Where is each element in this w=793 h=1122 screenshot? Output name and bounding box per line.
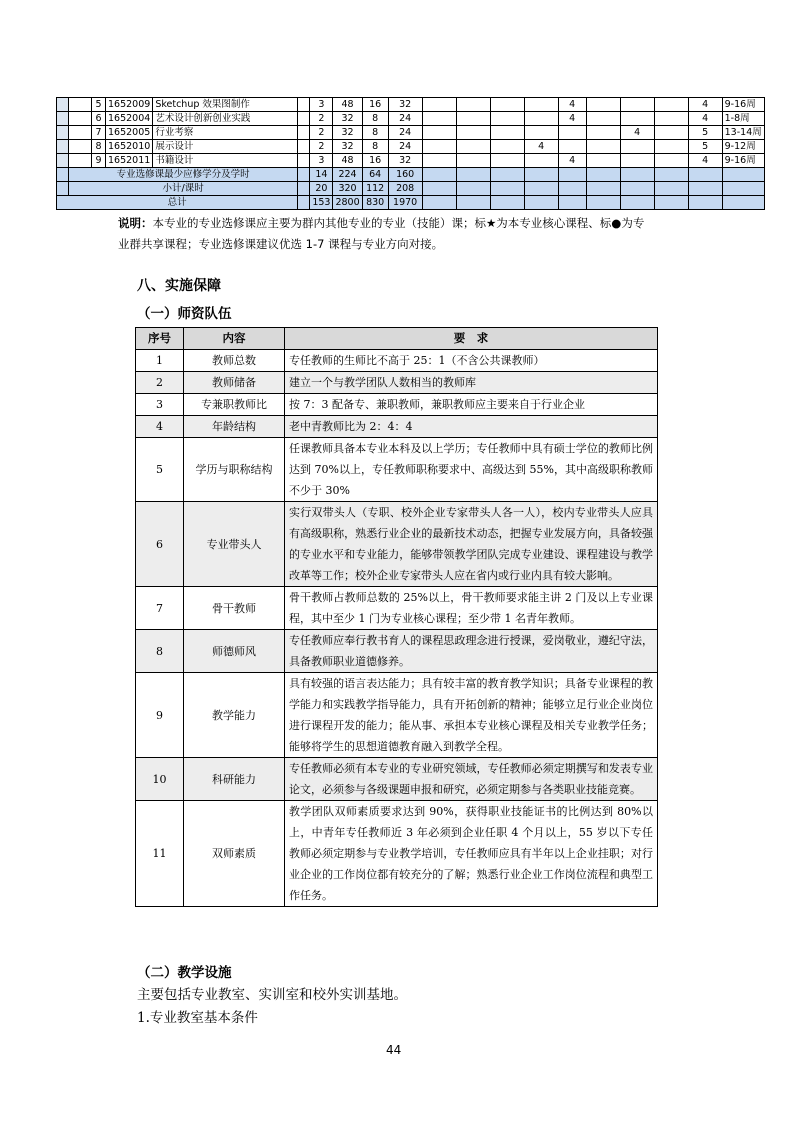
semester-cell: [654, 140, 688, 154]
row-number: 6: [136, 502, 184, 587]
section-title: 八、实施保障: [137, 278, 221, 294]
course-weeks: 9-16周: [722, 154, 764, 168]
course-credit: 3: [310, 98, 333, 112]
teacher-table-row: [136, 673, 658, 758]
semester-cell: [620, 154, 654, 168]
course-practice: 24: [388, 126, 422, 140]
course-row: [57, 112, 765, 126]
course-practice: 32: [388, 98, 422, 112]
indent-cell: [57, 98, 69, 112]
course-code: 1652011: [106, 154, 153, 168]
total-row: [57, 196, 765, 210]
note-line-1: 本专业的专业选修课应主要为群内其他专业的专业（技能）课；标★为本专业核心课程、标●为专: [152, 216, 645, 230]
semester-cell: [654, 154, 688, 168]
classroom-conditions-heading: 1.专业教室基本条件: [137, 1010, 258, 1026]
teacher-table-row: [136, 372, 658, 394]
summary-practice: 208: [388, 182, 422, 196]
semester-cell: 4: [688, 154, 722, 168]
blank-cell: [654, 196, 688, 210]
semester-cell: [654, 112, 688, 126]
indent-cell: [57, 168, 69, 182]
blank-cell: [722, 168, 764, 182]
semester-cell: [524, 126, 558, 140]
course-code: 1652005: [106, 126, 153, 140]
header-no: 序号: [136, 328, 184, 350]
blank-cell: [586, 182, 620, 196]
blank-cell: [422, 168, 456, 182]
semester-cell: [422, 112, 456, 126]
indent-cell: [57, 140, 69, 154]
row-item: 年龄结构: [184, 416, 285, 438]
course-credit: 2: [310, 140, 333, 154]
row-number: 7: [136, 587, 184, 630]
course-credit: 3: [310, 154, 333, 168]
semester-cell: [490, 126, 524, 140]
teacher-table-row: [136, 438, 658, 502]
semester-cell: [654, 98, 688, 112]
course-practice: 24: [388, 112, 422, 126]
teacher-table-row: [136, 394, 658, 416]
row-requirement: 老中青教师比为 2：4：4: [285, 416, 658, 438]
semester-cell: [422, 154, 456, 168]
semester-cell: [586, 112, 620, 126]
blank-cell: [524, 182, 558, 196]
indent-cell: [69, 140, 92, 154]
semester-cell: [490, 154, 524, 168]
course-row: [57, 154, 765, 168]
subtotal-row: [57, 182, 765, 196]
semester-cell: [456, 98, 490, 112]
row-number: 5: [136, 438, 184, 502]
row-number: 10: [136, 758, 184, 801]
row-number: 11: [136, 801, 184, 907]
course-name: 展示设计: [153, 140, 298, 154]
row-requirement: 具有较强的语言表达能力；具有较丰富的教育教学知识；具备专业课程的教学能力和实践教学指导能力，具有开拓创新的精神；能够立足行业企业岗位进行课程开发的能力；能从事、承担本专业核心课程及相关专业教学任务；能够将学生的思想道德教育融入到教学全程。: [285, 673, 658, 758]
course-row: [57, 140, 765, 154]
summary-hours: 224: [333, 168, 362, 182]
semester-cell: [490, 98, 524, 112]
summary-theory: 64: [362, 168, 388, 182]
row-requirement: 专任教师的生师比不高于 25：1（不含公共课教师）: [285, 350, 658, 372]
indent-cell: [57, 126, 69, 140]
course-credit: 2: [310, 126, 333, 140]
blank-cell: [722, 182, 764, 196]
teacher-table-row: [136, 801, 658, 907]
row-item: 专兼职教师比: [184, 394, 285, 416]
row-requirement: 实行双带头人（专职、校外企业专家带头人各一人），校内专业带头人应具有高级职称，熟悉行业企业的最新技术动态，把握专业发展方向，具备较强的专业水平和专业能力，能够带领教学团队完成专业建设、课程建设与教学改革等工作；校外企业专家带头人应在省内或行业内具有较大影响。: [285, 502, 658, 587]
teacher-table-row: [136, 502, 658, 587]
blank-cell: [298, 98, 310, 112]
blank-cell: [298, 126, 310, 140]
course-weeks: 13-14周: [722, 126, 764, 140]
row-item: 科研能力: [184, 758, 285, 801]
semester-cell: [456, 112, 490, 126]
blank-cell: [558, 196, 586, 210]
semester-cell: [586, 154, 620, 168]
semester-cell: [620, 98, 654, 112]
indent-cell: [57, 154, 69, 168]
blank-cell: [558, 168, 586, 182]
course-name: 书籍设计: [153, 154, 298, 168]
course-no: 7: [92, 126, 106, 140]
indent-cell: [69, 154, 92, 168]
semester-cell: [422, 126, 456, 140]
course-hours: 32: [333, 126, 362, 140]
semester-cell: [422, 98, 456, 112]
note-label: 说明：: [118, 216, 153, 230]
row-number: 4: [136, 416, 184, 438]
teacher-table-row: [136, 416, 658, 438]
row-number: 1: [136, 350, 184, 372]
course-weeks: 9-16周: [722, 98, 764, 112]
blank-cell: [620, 196, 654, 210]
summary-label: 总计: [57, 196, 298, 210]
row-requirement: 专任教师必须有本专业的专业研究领域，专任教师必须定期撰写和发表专业论文，必须参与各级课题申报和研究，必须定期参与各类职业技能竞赛。: [285, 758, 658, 801]
row-item: 学历与职称结构: [184, 438, 285, 502]
row-item: 骨干教师: [184, 587, 285, 630]
semester-cell: [456, 126, 490, 140]
blank-cell: [654, 168, 688, 182]
header-item: 内容: [184, 328, 285, 350]
semester-cell: [586, 126, 620, 140]
semester-cell: [490, 112, 524, 126]
row-requirement: 任课教师具备本专业本科及以上学历；专任教师中具有硕士学位的教师比例达到 70%以上，专任教师职称要求中、高级达到 55%，其中高级职称教师不少于 30%: [285, 438, 658, 502]
header-requirement: 要 求: [285, 328, 658, 350]
course-practice: 32: [388, 154, 422, 168]
course-code: 1652004: [106, 112, 153, 126]
course-theory: 16: [362, 98, 388, 112]
semester-cell: 4: [558, 154, 586, 168]
course-theory: 16: [362, 154, 388, 168]
row-item: 师德师风: [184, 630, 285, 673]
blank-cell: [298, 112, 310, 126]
blank-cell: [490, 168, 524, 182]
blank-cell: [524, 168, 558, 182]
summary-hours: 2800: [333, 196, 362, 210]
semester-cell: [524, 98, 558, 112]
blank-cell: [620, 182, 654, 196]
row-requirement: 建立一个与教学团队人数相当的教师库: [285, 372, 658, 394]
min-row: [57, 168, 765, 182]
course-code: 1652009: [106, 98, 153, 112]
course-credit: 2: [310, 112, 333, 126]
course-table: [56, 97, 765, 210]
blank-cell: [654, 182, 688, 196]
row-number: 8: [136, 630, 184, 673]
indent-cell: [57, 182, 69, 196]
row-item: 专业带头人: [184, 502, 285, 587]
row-item: 教师总数: [184, 350, 285, 372]
semester-cell: [524, 112, 558, 126]
row-number: 9: [136, 673, 184, 758]
course-code: 1652010: [106, 140, 153, 154]
table-note: [118, 213, 678, 255]
course-weeks: 9-12周: [722, 140, 764, 154]
blank-cell: [490, 182, 524, 196]
page-number: 44: [386, 1043, 402, 1057]
row-item: 教师储备: [184, 372, 285, 394]
blank-cell: [456, 196, 490, 210]
summary-hours: 320: [333, 182, 362, 196]
indent-cell: [69, 112, 92, 126]
semester-cell: 4: [558, 98, 586, 112]
semester-cell: [586, 98, 620, 112]
note-line-2: 业群共享课程；专业选修课建议优选 1-7 课程与专业方向对接。: [118, 237, 444, 251]
subsection-facilities-title: （二）教学设施: [137, 965, 232, 981]
teacher-table-header: [136, 328, 658, 350]
blank-cell: [688, 182, 722, 196]
semester-cell: [620, 140, 654, 154]
summary-credit: 14: [310, 168, 333, 182]
blank-cell: [586, 196, 620, 210]
row-requirement: 骨干教师占教师总数的 25%以上，骨干教师要求能主讲 2 门及以上专业课程，其中至少 1 门为专业核心课程；至少带 1 名青年教师。: [285, 587, 658, 630]
row-requirement: 专任教师应奉行教书育人的课程思政理念进行授课，爱岗敬业，遵纪守法，具备教师职业道德修养。: [285, 630, 658, 673]
summary-practice: 1970: [388, 196, 422, 210]
indent-cell: [69, 126, 92, 140]
blank-cell: [490, 196, 524, 210]
blank-cell: [456, 168, 490, 182]
facilities-intro: 主要包括专业教室、实训室和校外实训基地。: [137, 987, 407, 1003]
summary-label: 专业选修课最少应修学分及学时: [69, 168, 298, 182]
course-hours: 48: [333, 154, 362, 168]
blank-cell: [620, 168, 654, 182]
course-practice: 24: [388, 140, 422, 154]
row-number: 3: [136, 394, 184, 416]
teacher-table-row: [136, 587, 658, 630]
course-row: [57, 126, 765, 140]
semester-cell: 4: [688, 98, 722, 112]
summary-credit: 153: [310, 196, 333, 210]
blank-cell: [558, 182, 586, 196]
summary-theory: 112: [362, 182, 388, 196]
blank-cell: [298, 182, 310, 196]
semester-cell: [558, 126, 586, 140]
semester-cell: 5: [688, 140, 722, 154]
blank-cell: [298, 154, 310, 168]
blank-cell: [586, 168, 620, 182]
blank-cell: [298, 168, 310, 182]
summary-practice: 160: [388, 168, 422, 182]
course-weeks: 1-8周: [722, 112, 764, 126]
course-hours: 48: [333, 98, 362, 112]
course-hours: 32: [333, 112, 362, 126]
course-row: [57, 98, 765, 112]
summary-credit: 20: [310, 182, 333, 196]
row-requirement: 按 7：3 配备专、兼职教师，兼职教师应主要来自于行业企业: [285, 394, 658, 416]
indent-cell: [57, 112, 69, 126]
semester-cell: [456, 154, 490, 168]
blank-cell: [422, 182, 456, 196]
blank-cell: [722, 196, 764, 210]
course-no: 6: [92, 112, 106, 126]
course-name: Sketchup 效果图制作: [153, 98, 298, 112]
indent-cell: [69, 98, 92, 112]
semester-cell: [456, 140, 490, 154]
semester-cell: [558, 140, 586, 154]
blank-cell: [298, 196, 310, 210]
semester-cell: [422, 140, 456, 154]
blank-cell: [688, 168, 722, 182]
semester-cell: [620, 112, 654, 126]
course-theory: 8: [362, 126, 388, 140]
course-hours: 32: [333, 140, 362, 154]
teacher-table-row: [136, 350, 658, 372]
semester-cell: 4: [524, 140, 558, 154]
semester-cell: 5: [688, 126, 722, 140]
blank-cell: [456, 182, 490, 196]
blank-cell: [298, 140, 310, 154]
course-name: 行业考察: [153, 126, 298, 140]
course-theory: 8: [362, 112, 388, 126]
semester-cell: [654, 126, 688, 140]
teacher-table-row: [136, 758, 658, 801]
semester-cell: [524, 154, 558, 168]
summary-label: 小计/课时: [69, 182, 298, 196]
blank-cell: [688, 196, 722, 210]
row-requirement: 教学团队双师素质要求达到 90%，获得职业技能证书的比例达到 80%以上，中青年专任教师近 3 年必须到企业任职 4 个月以上，55 岁以下专任教师必须定期参与专业教学培训，专任教师应具有半年以上企业挂职；对行业企业的工作岗位都有较充分的了解；熟悉行业企业工作岗位流程和典型工作任务。: [285, 801, 658, 907]
summary-theory: 830: [362, 196, 388, 210]
course-theory: 8: [362, 140, 388, 154]
semester-cell: 4: [620, 126, 654, 140]
semester-cell: 4: [558, 112, 586, 126]
blank-cell: [422, 196, 456, 210]
course-no: 8: [92, 140, 106, 154]
semester-cell: [490, 140, 524, 154]
row-number: 2: [136, 372, 184, 394]
row-item: 教学能力: [184, 673, 285, 758]
course-no: 5: [92, 98, 106, 112]
course-no: 9: [92, 154, 106, 168]
subsection-teachers-title: （一）师资队伍: [137, 306, 232, 322]
teacher-table-row: [136, 630, 658, 673]
semester-cell: 4: [688, 112, 722, 126]
blank-cell: [524, 196, 558, 210]
course-name: 艺术设计创新创业实践: [153, 112, 298, 126]
semester-cell: [586, 140, 620, 154]
teacher-requirements-table: [135, 327, 658, 907]
row-item: 双师素质: [184, 801, 285, 907]
